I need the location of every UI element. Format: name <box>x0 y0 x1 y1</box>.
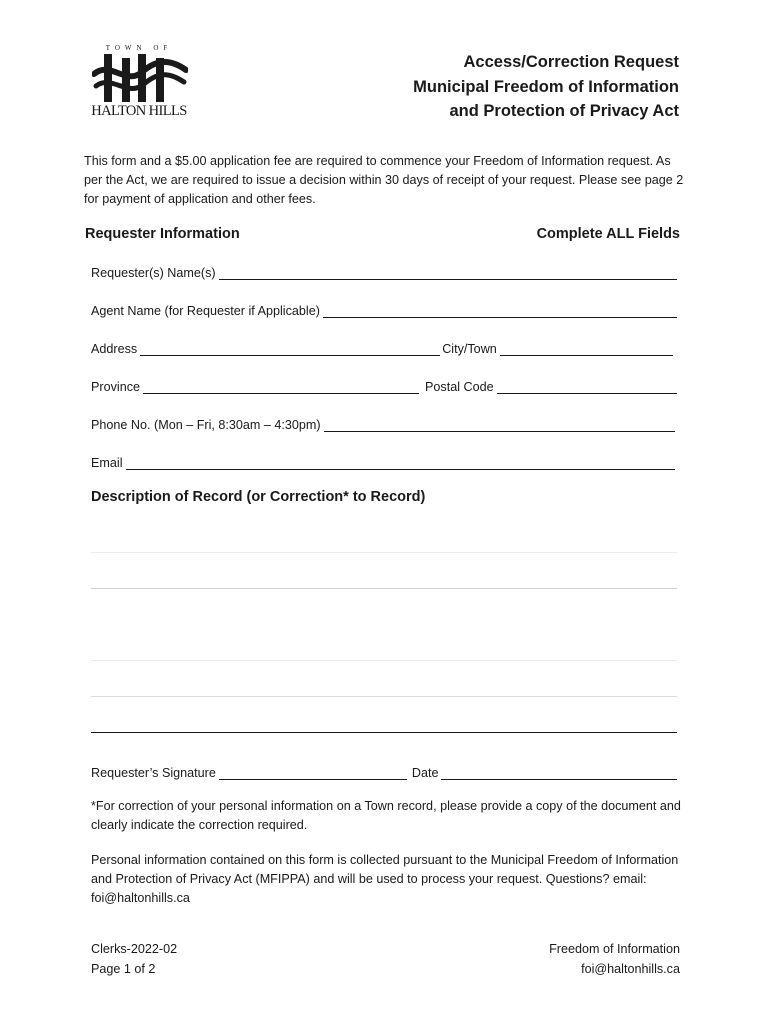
footer-left <box>91 940 177 979</box>
title-line-3: and Protection of Privacy Act <box>449 102 679 120</box>
city-label: City/Town <box>442 342 497 356</box>
title-line-1: Access/Correction Request <box>463 53 679 71</box>
logo-name-text: HALTON HILLS <box>91 103 187 119</box>
page-number: Page 1 of 2 <box>91 961 156 976</box>
phone-input-line[interactable] <box>324 417 675 432</box>
privacy-note: Personal information contained on this form is collected pursuant to the Municipal Freedom of Information and Protection of Privacy Act (MFIPPA) and will be used to process your request. Questions? email: foi@haltonhills.ca <box>91 853 679 906</box>
description-line-3[interactable] <box>91 660 677 661</box>
requester-names-label: Requester(s) Name(s) <box>91 266 216 280</box>
halton-hills-emblem-icon <box>92 52 188 104</box>
phone-label: Phone No. (Mon – Fri, 8:30am – 4:30pm) <box>91 418 321 432</box>
postal-code-label: Postal Code <box>425 380 494 394</box>
title-line-2: Municipal Freedom of Information <box>413 77 679 96</box>
requester-names-input-line[interactable] <box>219 265 677 280</box>
phone-field <box>91 413 675 432</box>
email-label: Email <box>91 456 123 470</box>
footer-department: Freedom of Information <box>549 942 680 956</box>
city-input-line[interactable] <box>500 341 673 356</box>
province-label: Province <box>91 380 140 394</box>
logo-town-of-text: TOWN OF <box>105 44 173 52</box>
agent-name-input-line[interactable] <box>323 303 677 318</box>
description-line-2[interactable] <box>91 588 677 589</box>
agent-name-field <box>91 299 677 318</box>
date-input-line[interactable] <box>441 765 677 780</box>
signature-date-field <box>91 761 677 780</box>
signature-input-line[interactable] <box>219 765 407 780</box>
email-field <box>91 451 675 470</box>
requester-names-field <box>91 261 677 280</box>
address-label: Address <box>91 342 138 356</box>
address-input-line[interactable] <box>140 341 440 356</box>
province-postal-field <box>91 375 677 394</box>
description-line-4[interactable] <box>91 696 677 697</box>
complete-all-fields-note: Complete ALL Fields <box>536 226 680 242</box>
form-title <box>413 50 679 124</box>
province-input-line[interactable] <box>143 379 419 394</box>
description-heading: Description of Record (or Correction* to Record) <box>91 489 426 505</box>
requester-info-heading: Requester Information <box>85 226 240 242</box>
postal-code-input-line[interactable] <box>497 379 677 394</box>
date-label: Date <box>411 766 439 780</box>
description-line-5[interactable] <box>91 732 677 733</box>
form-code: Clerks-2022-02 <box>91 942 178 956</box>
agent-name-label: Agent Name (for Requester if Applicable) <box>91 304 320 318</box>
intro-paragraph: This form and a $5.00 application fee are required to commence your Freedom of Information request. As per the Act, we are required to issue a decision within 30 days of receipt of your request. Please see page 2 for payment of application and other fees. <box>84 154 684 207</box>
signature-label: Requester’s Signature <box>91 766 216 780</box>
town-logo <box>88 44 190 122</box>
address-city-field <box>91 337 673 356</box>
email-input-line[interactable] <box>126 455 676 470</box>
correction-note: *For correction of your personal information on a Town record, please provide a copy of the document and clearly indicate the correction required. <box>91 799 681 833</box>
footer-right <box>549 940 680 979</box>
footer-email: foi@haltonhills.ca <box>581 961 680 976</box>
description-line-1[interactable] <box>91 552 677 553</box>
